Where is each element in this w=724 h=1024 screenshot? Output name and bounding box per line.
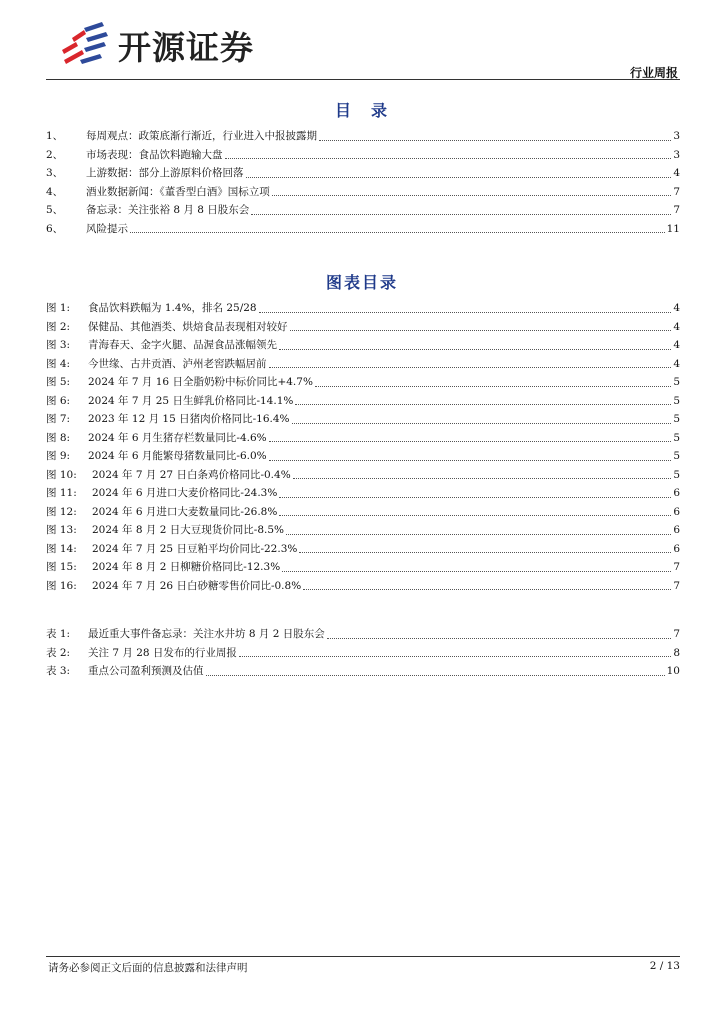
toc-entry[interactable] [46, 183, 680, 202]
company-logo [54, 20, 334, 70]
toc-entry[interactable] [46, 318, 680, 337]
figures-title: 图表目录 [325, 273, 398, 292]
toc-entry-label [46, 521, 284, 540]
toc-entry-page: 6 [673, 487, 680, 499]
toc-leader-dots [259, 304, 672, 313]
toc-entry-label [46, 447, 267, 466]
toc-entry-number: 表 3: [46, 665, 71, 677]
toc-entry-label [46, 220, 128, 239]
toc-entry[interactable] [46, 355, 680, 374]
footer-page-number: 2 / 13 [649, 960, 680, 972]
toc-leader-dots [269, 452, 672, 461]
figures-list [46, 299, 680, 595]
toc-entry-text: 2024 年 6 月进口大麦价格同比-24.3% [92, 487, 278, 499]
toc-entry-label [46, 577, 301, 596]
toc-entry-text: 青海春天、金字火腿、品渥食品涨幅领先 [88, 339, 277, 351]
toc-entry-number: 3、 [46, 167, 64, 179]
toc-list [46, 127, 680, 238]
toc-entry-page: 7 [673, 185, 680, 198]
toc-entry[interactable] [46, 429, 680, 448]
toc-leader-dots [295, 396, 671, 405]
toc-leader-dots [299, 544, 671, 553]
toc-entry[interactable] [46, 503, 680, 522]
toc-entry-number: 6、 [46, 222, 64, 235]
toc-entry-number: 图 2: [46, 320, 71, 333]
toc-entry-text: 2023 年 12 月 15 日猪肉价格同比-16.4% [88, 413, 290, 425]
toc-entry[interactable] [46, 336, 680, 355]
toc-entry-number: 图 14: [46, 542, 77, 555]
toc-entry-text: 2024 年 7 月 26 日白砂糖零售价同比-0.8% [92, 579, 302, 592]
toc-title: 目 录 [334, 101, 389, 120]
toc-entry-label [46, 183, 270, 202]
toc-entry-text: 保健品、其他酒类、烘焙食品表现相对较好 [88, 320, 288, 333]
toc-entry-page: 7 [673, 628, 680, 640]
toc-leader-dots [225, 150, 672, 159]
toc-entry[interactable] [46, 484, 680, 503]
tables-list [46, 625, 680, 681]
toc-entry-page: 5 [673, 413, 680, 425]
toc-entry-text: 重点公司盈利预测及估值 [88, 665, 204, 677]
toc-entry-label [46, 373, 313, 392]
toc-entry[interactable] [46, 466, 680, 485]
toc-entry-number: 表 1: [46, 628, 71, 640]
toc-leader-dots [272, 187, 672, 196]
toc-entry-number: 5、 [46, 204, 64, 216]
toc-entry-label [46, 146, 223, 165]
toc-leader-dots [251, 206, 671, 215]
toc-leader-dots [246, 169, 672, 178]
toc-entry-page: 4 [673, 339, 680, 351]
toc-entry-page: 7 [673, 561, 680, 573]
toc-entry-page: 6 [673, 505, 680, 518]
toc-entry-label [46, 429, 267, 448]
toc-entry-number: 图 6: [46, 394, 71, 407]
toc-entry-label [46, 127, 317, 146]
toc-entry-text: 2024 年 8 月 2 日大豆现货价同比-8.5% [92, 524, 284, 536]
report-type-label: 行业周报 [629, 66, 678, 80]
toc-entry-text: 2024 年 7 月 16 日全脂奶粉中标价同比+4.7% [88, 376, 313, 388]
toc-leader-dots [269, 359, 672, 368]
toc-leader-dots [290, 322, 672, 331]
toc-entry-number: 图 1: [46, 302, 71, 314]
toc-leader-dots [327, 630, 672, 639]
toc-entry-number: 2、 [46, 148, 64, 161]
toc-leader-dots [286, 526, 671, 535]
toc-entry-number: 图 3: [46, 339, 71, 351]
toc-leader-dots [292, 415, 672, 424]
toc-entry-label [46, 484, 277, 503]
toc-entry[interactable] [46, 540, 680, 559]
logo-text: 开源证券 [118, 28, 254, 67]
toc-entry[interactable] [46, 220, 680, 239]
toc-entry-page: 6 [673, 542, 680, 555]
toc-entry-page: 4 [673, 357, 680, 370]
toc-entry-page: 3 [673, 130, 680, 142]
toc-entry-label [46, 299, 257, 318]
toc-entry-page: 8 [673, 646, 680, 659]
header-divider [46, 79, 680, 80]
toc-entry-label [46, 336, 277, 355]
toc-leader-dots [130, 224, 665, 233]
toc-entry-number: 1、 [46, 130, 64, 142]
logo-mark-icon [54, 20, 114, 70]
toc-entry[interactable] [46, 577, 680, 596]
toc-entry-text: 2024 年 6 月能繁母猪数量同比-6.0% [88, 450, 267, 462]
toc-entry-page: 6 [673, 524, 680, 536]
toc-entry-page: 5 [673, 431, 680, 444]
toc-entry-number: 表 2: [46, 646, 71, 659]
toc-entry-number: 图 11: [46, 487, 77, 499]
toc-entry-number: 图 16: [46, 579, 77, 592]
toc-entry-page: 10 [666, 665, 680, 677]
toc-entry-number: 图 8: [46, 431, 71, 444]
toc-entry-text: 关注 7 月 28 日发布的行业周报 [88, 646, 237, 659]
toc-entry-text: 酒业数据新闻：《董香型白酒》国标立项 [86, 185, 270, 198]
toc-entry-label [46, 540, 297, 559]
toc-entry[interactable] [46, 201, 680, 220]
toc-entry[interactable] [46, 299, 680, 318]
toc-entry[interactable] [46, 662, 680, 681]
toc-leader-dots [319, 132, 671, 141]
toc-entry-page: 4 [673, 320, 680, 333]
toc-leader-dots [279, 341, 671, 350]
toc-entry-number: 图 7: [46, 413, 71, 425]
toc-entry[interactable] [46, 625, 680, 644]
toc-entry-page: 7 [673, 204, 680, 216]
toc-entry-label [46, 662, 204, 681]
toc-entry-page: 11 [666, 222, 680, 235]
toc-entry-text: 每周观点：政策底渐行渐近，行业进入中报披露期 [86, 130, 317, 142]
toc-entry-text: 最近重大事件备忘录：关注水井坊 8 月 2 日股东会 [88, 628, 325, 640]
toc-entry-number: 图 10: [46, 468, 77, 481]
toc-entry-text: 风险提示 [86, 222, 128, 235]
toc-entry[interactable] [46, 127, 680, 146]
toc-leader-dots [293, 470, 672, 479]
toc-entry[interactable] [46, 521, 680, 540]
toc-entry[interactable] [46, 644, 680, 663]
toc-entry-text: 2024 年 7 月 27 日白条鸡价格同比-0.4% [92, 468, 291, 481]
toc-entry-number: 图 12: [46, 505, 77, 518]
toc-entry-number: 图 9: [46, 450, 71, 462]
toc-entry-label [46, 201, 249, 220]
toc-leader-dots [206, 667, 665, 676]
toc-entry-label [46, 355, 267, 374]
toc-entry-text: 备忘录：关注张裕 8 月 8 日股东会 [86, 204, 250, 216]
toc-entry-page: 5 [673, 376, 680, 388]
toc-entry-text: 上游数据：部分上游原料价格回落 [86, 167, 244, 179]
toc-entry-text: 2024 年 7 月 25 日豆粕平均价同比-22.3% [92, 542, 298, 555]
toc-entry-text: 2024 年 8 月 2 日柳糖价格同比-12.3% [92, 561, 281, 573]
toc-entry-label [46, 503, 277, 522]
toc-entry[interactable] [46, 392, 680, 411]
toc-entry[interactable] [46, 558, 680, 577]
toc-leader-dots [282, 563, 671, 572]
toc-entry-text: 2024 年 6 月生猪存栏数量同比-4.6% [88, 431, 267, 444]
toc-entry-page: 4 [673, 167, 680, 179]
toc-entry-number: 图 13: [46, 524, 77, 536]
toc-entry-number: 图 15: [46, 561, 77, 573]
toc-entry-number: 图 4: [46, 357, 71, 370]
toc-entry-number: 图 5: [46, 376, 71, 388]
toc-entry-label [46, 644, 237, 663]
toc-entry-label [46, 318, 288, 337]
toc-entry-text: 今世缘、古井贡酒、泸州老窖跌幅居前 [88, 357, 267, 370]
toc-entry-label [46, 410, 290, 429]
toc-entry-label [46, 164, 244, 183]
toc-entry-text: 市场表现：食品饮料跑输大盘 [86, 148, 223, 161]
toc-entry[interactable] [46, 164, 680, 183]
toc-entry-text: 2024 年 7 月 25 日生鲜乳价格同比-14.1% [88, 394, 294, 407]
toc-entry-page: 7 [673, 579, 680, 592]
toc-entry-label [46, 392, 293, 411]
toc-entry-page: 3 [673, 148, 680, 161]
footer-divider [46, 956, 680, 957]
toc-leader-dots [239, 648, 671, 657]
toc-leader-dots [269, 433, 672, 442]
toc-entry-page: 4 [673, 302, 680, 314]
toc-entry-label [46, 558, 280, 577]
toc-entry[interactable] [46, 373, 680, 392]
toc-leader-dots [303, 581, 671, 590]
toc-entry-label [46, 625, 325, 644]
toc-leader-dots [315, 378, 671, 387]
toc-entry-label [46, 466, 291, 485]
toc-leader-dots [279, 507, 671, 516]
toc-entry-page: 5 [673, 468, 680, 481]
toc-entry-page: 5 [673, 394, 680, 407]
toc-entry[interactable] [46, 410, 680, 429]
toc-entry-text: 食品饮料跌幅为 1.4%，排名 25/28 [88, 302, 257, 314]
toc-entry-text: 2024 年 6 月进口大麦数量同比-26.8% [92, 505, 278, 518]
footer-disclaimer: 请务必参阅正文后面的信息披露和法律声明 [48, 962, 248, 974]
toc-leader-dots [279, 489, 671, 498]
toc-entry-number: 4、 [46, 185, 64, 198]
page-header [46, 16, 680, 80]
toc-entry[interactable] [46, 447, 680, 466]
toc-entry-page: 5 [673, 450, 680, 462]
toc-entry[interactable] [46, 146, 680, 165]
